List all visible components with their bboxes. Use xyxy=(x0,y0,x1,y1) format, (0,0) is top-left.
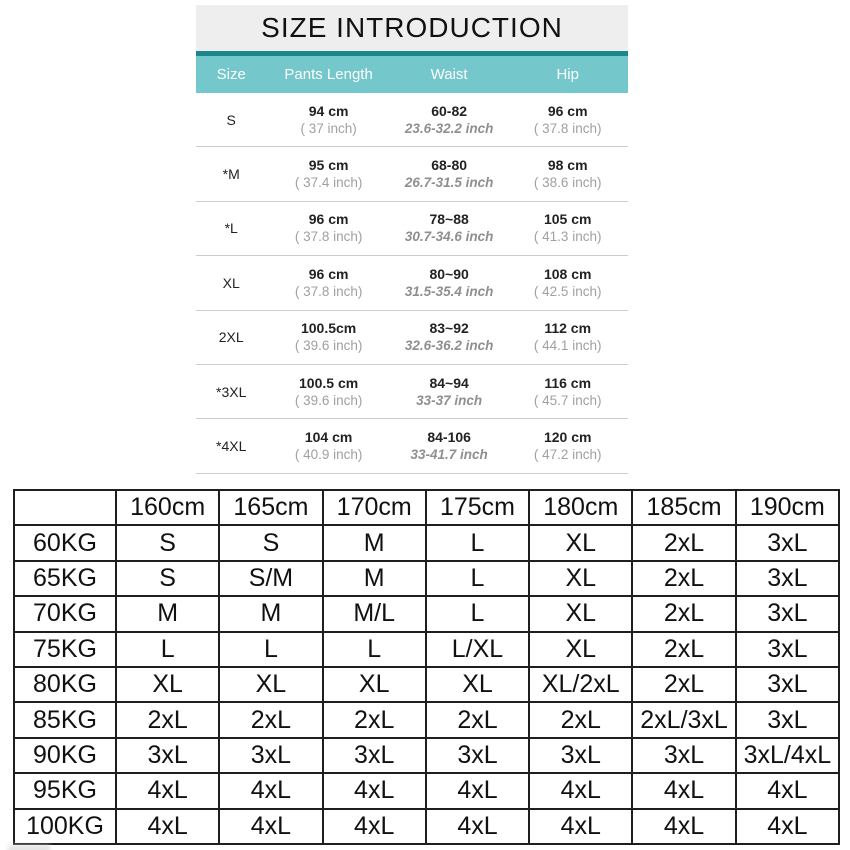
hip-cell xyxy=(507,375,628,409)
waist-cell xyxy=(391,211,508,245)
pants-length-inch: ( 39.6 inch) xyxy=(294,338,363,354)
matrix-row xyxy=(14,773,839,808)
matrix-size-cell: 4xL xyxy=(219,773,322,808)
matrix-size-cell: L xyxy=(116,632,219,667)
hip-cm: 105 cm xyxy=(543,211,592,228)
size-table-row xyxy=(196,311,628,365)
matrix-weight-header: 70KG xyxy=(14,596,116,631)
pants-length-cell xyxy=(266,320,390,354)
matrix-size-cell: L xyxy=(323,632,426,667)
size-table-header-cell: Size xyxy=(216,66,246,83)
waist-cm: 78~88 xyxy=(429,211,469,228)
size-label-cell: *4XL xyxy=(216,438,247,455)
matrix-weight-header: 100KG xyxy=(14,809,116,844)
size-label-cell: S xyxy=(226,111,236,128)
matrix-size-cell: S/M xyxy=(219,561,322,596)
matrix-size-cell: 4xL xyxy=(632,773,735,808)
matrix-weight-header: 65KG xyxy=(14,561,116,596)
matrix-size-cell: S xyxy=(219,525,322,560)
waist-cell xyxy=(391,157,508,191)
waist-inch: 31.5-35.4 inch xyxy=(404,283,494,299)
hip-cm: 116 cm xyxy=(544,374,592,391)
matrix-size-cell: 4xL xyxy=(323,809,426,844)
pants-length-inch: ( 37 inch) xyxy=(300,120,357,136)
matrix-height-header: 175cm xyxy=(426,490,529,525)
pants-length-inch: ( 39.6 inch) xyxy=(294,392,363,408)
matrix-row xyxy=(14,561,839,596)
matrix-size-cell: 2xL xyxy=(632,632,735,667)
pants-length-cm: 100.5 cm xyxy=(299,374,359,391)
waist-inch: 33-37 inch xyxy=(416,392,483,408)
matrix-size-cell: 2xL xyxy=(426,702,529,737)
size-table-header-cell: Waist xyxy=(430,66,468,83)
matrix-size-cell: 3xL xyxy=(736,667,839,702)
pants-length-cm: 104 cm xyxy=(304,429,353,446)
matrix-size-cell: M xyxy=(323,525,426,560)
hip-cell xyxy=(507,103,628,137)
size-label-cell: *L xyxy=(224,220,238,237)
matrix-row xyxy=(14,632,839,667)
matrix-size-cell: 3xL xyxy=(632,738,735,773)
matrix-row xyxy=(14,667,839,702)
matrix-size-cell: 4xL xyxy=(632,809,735,844)
size-table-header xyxy=(196,56,628,93)
matrix-height-header: 165cm xyxy=(219,490,322,525)
pants-length-cm: 100.5cm xyxy=(300,320,357,337)
matrix-size-cell: 3xL xyxy=(426,738,529,773)
pants-length-cell xyxy=(266,266,390,300)
matrix-size-cell: L xyxy=(219,632,322,667)
matrix-size-cell: 2xL xyxy=(323,702,426,737)
size-table-row xyxy=(196,256,628,310)
matrix-row xyxy=(14,702,839,737)
matrix-size-cell: 3xL xyxy=(219,738,322,773)
hip-inch: ( 42.5 inch) xyxy=(533,283,602,299)
matrix-size-cell: 4xL xyxy=(116,809,219,844)
matrix-size-cell: M xyxy=(116,596,219,631)
matrix-height-header: 185cm xyxy=(632,490,735,525)
matrix-size-cell: 2xL xyxy=(632,525,735,560)
hip-cm: 120 cm xyxy=(543,429,592,446)
matrix-size-cell: 2xL xyxy=(529,702,632,737)
size-table-row xyxy=(196,202,628,256)
matrix-size-cell: 4xL xyxy=(426,809,529,844)
pants-length-cell xyxy=(266,211,390,245)
matrix-size-cell: 3xL xyxy=(736,596,839,631)
size-table-row xyxy=(196,419,628,473)
matrix-size-cell: 4xL xyxy=(219,809,322,844)
matrix-size-cell: 2xL xyxy=(219,702,322,737)
matrix-size-cell: 2xL xyxy=(632,596,735,631)
matrix-header-row xyxy=(14,490,839,525)
size-label-cell: XL xyxy=(222,274,240,291)
pants-length-cm: 96 cm xyxy=(308,265,349,282)
waist-cm: 84-106 xyxy=(427,429,471,446)
matrix-weight-header: 75KG xyxy=(14,632,116,667)
waist-inch: 32.6-36.2 inch xyxy=(404,338,494,354)
matrix-size-cell: 4xL xyxy=(323,773,426,808)
matrix-size-cell: 4xL xyxy=(736,773,839,808)
matrix-size-cell: 4xL xyxy=(529,809,632,844)
hip-cell xyxy=(507,266,628,300)
hip-cell xyxy=(507,429,628,463)
pants-length-cm: 95 cm xyxy=(308,157,349,174)
waist-cell xyxy=(391,266,508,300)
matrix-size-cell: 3xL xyxy=(529,738,632,773)
size-table-row xyxy=(196,93,628,147)
matrix-weight-header: 90KG xyxy=(14,738,116,773)
matrix-corner-cell xyxy=(14,490,116,525)
waist-cm: 60-82 xyxy=(431,102,468,119)
size-introduction-section xyxy=(196,5,628,474)
waist-cm: 83~92 xyxy=(429,320,469,337)
matrix-height-header: 190cm xyxy=(736,490,839,525)
matrix-size-cell: 3xL xyxy=(116,738,219,773)
matrix-size-cell: 3xL xyxy=(736,525,839,560)
hip-cell xyxy=(507,157,628,191)
matrix-size-cell: 4xL xyxy=(736,809,839,844)
matrix-size-cell: 3xL/4xL xyxy=(736,738,839,773)
matrix-row xyxy=(14,525,839,560)
matrix-size-cell: M xyxy=(219,596,322,631)
matrix-size-cell: M xyxy=(323,561,426,596)
matrix-size-cell: 3xL xyxy=(736,702,839,737)
waist-inch: 33-41.7 inch xyxy=(410,447,488,463)
matrix-size-cell: 2xL xyxy=(116,702,219,737)
matrix-size-cell: 4xL xyxy=(529,773,632,808)
hip-inch: ( 44.1 inch) xyxy=(533,338,602,354)
scan-smudge xyxy=(8,845,50,850)
hip-cm: 112 cm xyxy=(544,320,592,337)
pants-length-cm: 94 cm xyxy=(308,102,349,119)
matrix-row xyxy=(14,596,839,631)
waist-cell xyxy=(391,375,508,409)
matrix-weight-header: 85KG xyxy=(14,702,116,737)
matrix-size-cell: 2xL xyxy=(632,667,735,702)
waist-cm: 68-80 xyxy=(431,157,468,174)
matrix-weight-header: 60KG xyxy=(14,525,116,560)
matrix-height-header: 180cm xyxy=(529,490,632,525)
matrix-size-cell: XL xyxy=(529,632,632,667)
size-table-body xyxy=(196,93,628,474)
matrix-size-cell: L xyxy=(426,596,529,631)
matrix-size-cell: XL xyxy=(529,525,632,560)
hip-cell xyxy=(507,211,628,245)
size-table-header-cell: Pants Length xyxy=(284,66,373,83)
matrix-size-cell: XL xyxy=(323,667,426,702)
hip-cell xyxy=(507,320,628,354)
waist-cell xyxy=(391,429,508,463)
size-table-header-cell: Hip xyxy=(556,66,579,83)
waist-cell xyxy=(391,320,508,354)
size-label-cell: *3XL xyxy=(216,383,247,400)
matrix-body xyxy=(14,490,839,844)
waist-cm: 80~90 xyxy=(429,265,469,282)
hip-inch: ( 37.8 inch) xyxy=(533,120,602,136)
matrix-size-cell: M/L xyxy=(323,596,426,631)
matrix-size-cell: 3xL xyxy=(323,738,426,773)
pants-length-cell xyxy=(266,157,390,191)
hip-inch: ( 47.2 inch) xyxy=(533,447,602,463)
pants-length-cell xyxy=(266,375,390,409)
matrix-size-cell: 4xL xyxy=(116,773,219,808)
hip-inch: ( 41.3 inch) xyxy=(533,229,602,245)
pants-length-inch: ( 40.9 inch) xyxy=(294,447,363,463)
hip-cm: 108 cm xyxy=(543,265,592,282)
matrix-size-cell: XL xyxy=(219,667,322,702)
pants-length-inch: ( 37.8 inch) xyxy=(294,283,363,299)
size-table-row xyxy=(196,365,628,419)
matrix-size-cell: 2xL/3xL xyxy=(632,702,735,737)
pants-length-inch: ( 37.8 inch) xyxy=(294,229,363,245)
matrix-size-cell: 3xL xyxy=(736,561,839,596)
matrix-size-cell: L xyxy=(426,525,529,560)
pants-length-cell xyxy=(266,103,390,137)
waist-cell xyxy=(391,103,508,137)
pants-length-cm: 96 cm xyxy=(308,211,349,228)
size-label-cell: *M xyxy=(222,166,240,183)
matrix-height-header: 160cm xyxy=(116,490,219,525)
matrix-size-cell: S xyxy=(116,561,219,596)
matrix-height-header: 170cm xyxy=(323,490,426,525)
matrix-size-cell: XL xyxy=(529,561,632,596)
matrix-row xyxy=(14,809,839,844)
matrix-weight-header: 80KG xyxy=(14,667,116,702)
waist-cm: 84~94 xyxy=(429,374,469,391)
matrix-size-cell: 3xL xyxy=(736,632,839,667)
matrix-size-cell: 2xL xyxy=(632,561,735,596)
hip-inch: ( 45.7 inch) xyxy=(533,392,602,408)
matrix-size-cell: S xyxy=(116,525,219,560)
size-label-cell: 2XL xyxy=(218,329,244,346)
size-table-row xyxy=(196,147,628,201)
matrix-size-cell: XL/2xL xyxy=(529,667,632,702)
height-weight-size-table xyxy=(13,489,840,845)
pants-length-cell xyxy=(266,429,390,463)
matrix-size-cell: L xyxy=(426,561,529,596)
waist-inch: 23.6-32.2 inch xyxy=(404,120,494,136)
matrix-size-cell: XL xyxy=(426,667,529,702)
pants-length-inch: ( 37.4 inch) xyxy=(294,175,363,191)
matrix-weight-header: 95KG xyxy=(14,773,116,808)
page-title: SIZE INTRODUCTION xyxy=(196,5,628,51)
matrix-size-cell: XL xyxy=(529,596,632,631)
matrix-size-cell: L/XL xyxy=(426,632,529,667)
matrix-size-cell: 4xL xyxy=(426,773,529,808)
waist-inch: 30.7-34.6 inch xyxy=(404,229,494,245)
hip-inch: ( 38.6 inch) xyxy=(533,175,602,191)
waist-inch: 26.7-31.5 inch xyxy=(404,175,494,191)
matrix-size-cell: XL xyxy=(116,667,219,702)
matrix-row xyxy=(14,738,839,773)
hip-cm: 98 cm xyxy=(547,157,588,174)
hip-cm: 96 cm xyxy=(547,102,588,119)
